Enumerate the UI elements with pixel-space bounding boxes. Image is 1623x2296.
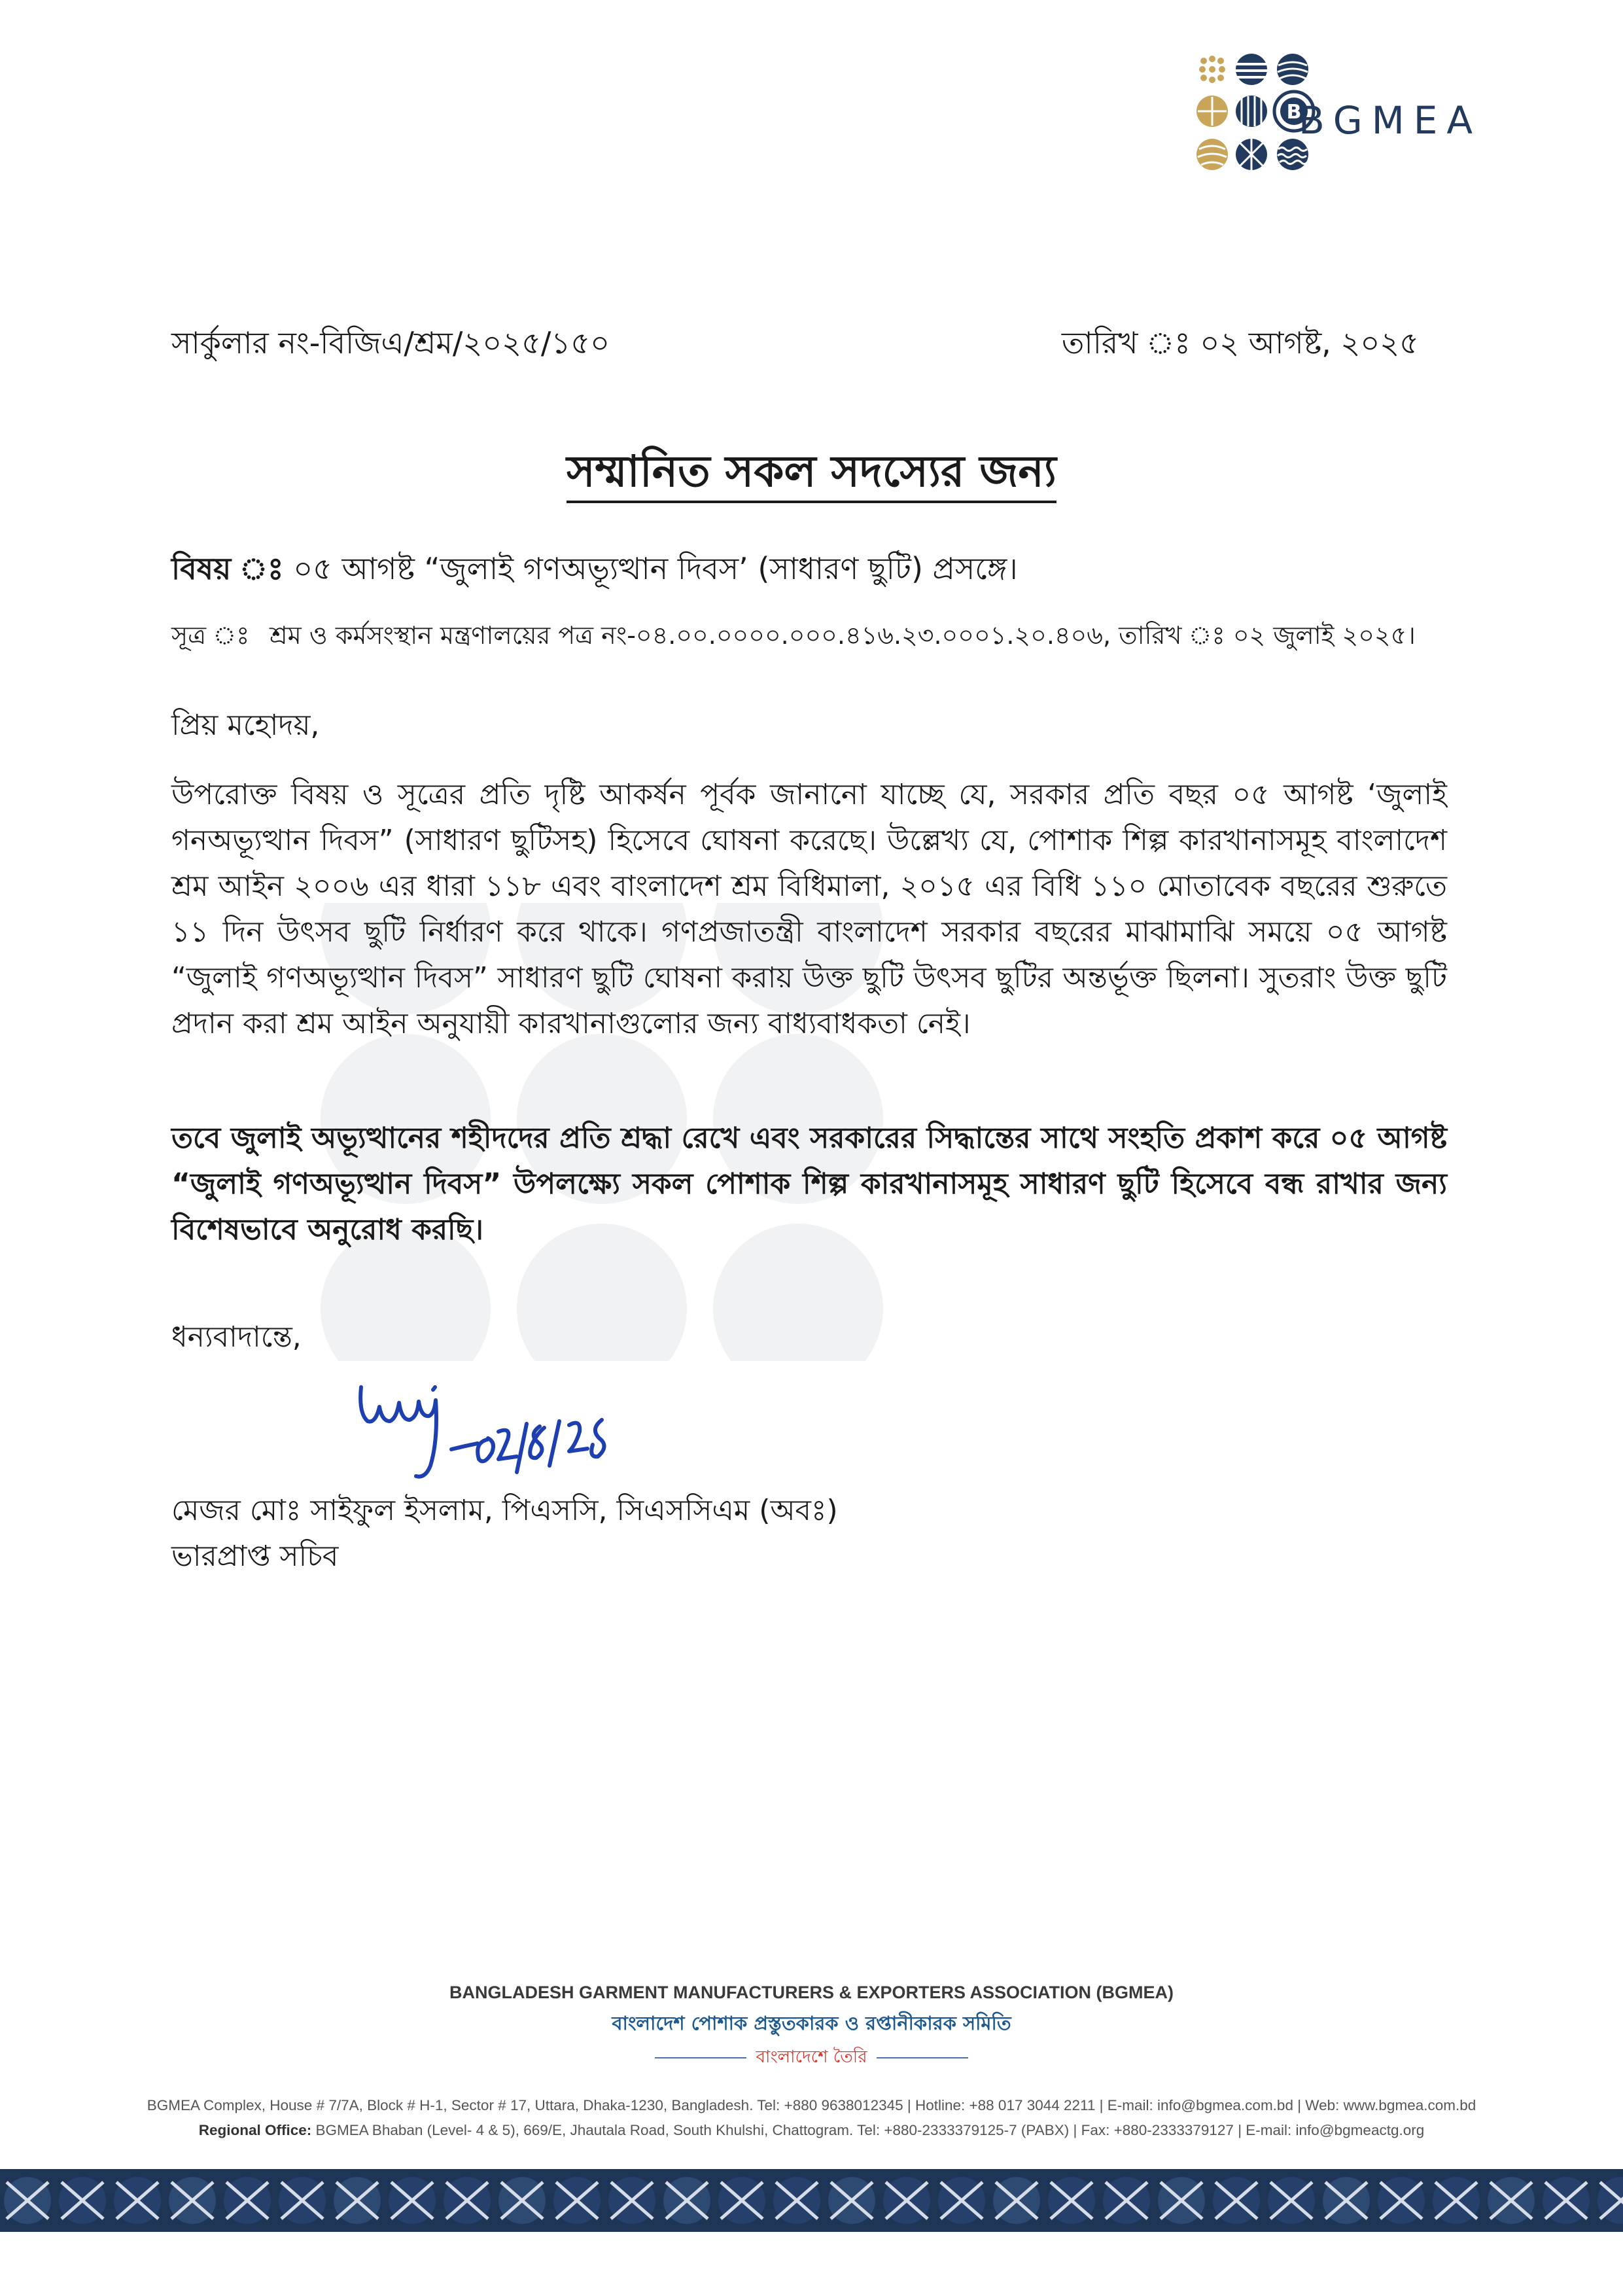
reference-label: সূত্র ঃ [171, 621, 250, 650]
circular-number: সার্কুলার নং-বিজিএ/শ্রম/২০২৫/১৫০ [171, 325, 610, 361]
regional-office-text: BGMEA Bhaban (Level- 4 & 5), 669/E, Jhautala Road, South Khulshi, Chattogram. Tel: +880-2333379125-7 (PABX) | Fax: +880-2333379127 | E-mail: info@bgmeactg.org [311, 2122, 1425, 2138]
footer-org-name-en: BANGLADESH GARMENT MANUFACTURERS & EXPORTERS ASSOCIATION (BGMEA) [449, 1983, 1174, 2002]
subject-label: বিষয় ঃ [171, 551, 284, 586]
signer-title: ভারপ্রাপ্ত সচিব [171, 1540, 339, 1573]
handwritten-signature [353, 1361, 654, 1492]
reference-line [171, 616, 1473, 658]
reference-text: শ্রম ও কর্মসংস্থান মন্ত্রণালয়ের পত্র নং-০৪.০০.০০০০.০০০.৪১৬.২৩.০০০১.২০.৪০৬, তারিখ ঃ ০২ জুলাই ২০২৫। [270, 621, 1416, 650]
addressee-text: সম্মানিত সকল সদস্যের জন্য [567, 446, 1056, 503]
footer-pattern-band [0, 2169, 1623, 2232]
logo-wordmark: BGMEA [1299, 98, 1482, 143]
salutation: প্রিয় মহোদয়, [171, 709, 320, 742]
footer-tagline-row [0, 2043, 1623, 2072]
subject-text: ০৫ আগষ্ট “জুলাই গণঅভ্যূত্থান দিবস’ (সাধারণ ছুটি) প্রসঙ্গে। [293, 551, 1018, 586]
addressee-heading [0, 438, 1623, 510]
footer-org-name-bn: বাংলাদেশ পোশাক প্রস্তুতকারক ও রপ্তানীকারক সমিতি [612, 2012, 1011, 2034]
body-paragraph-1: উপরোক্ত বিষয় ও সূত্রের প্রতি দৃষ্টি আকর্ষন পূর্বক জানানো যাচ্ছে যে, সরকার প্রতি বছর ০৫ আগষ্ট ‘জুলাই গনঅভ্যূত্থান দিবস” (সাধারণ ছুটিসহ) হিসেবে ঘোষনা করেছে। উল্লেখ্য যে, পোশাক শিল্প কারখানাসমূহ বাংলাদেশ শ্রম আইন ২০০৬ এর ধারা ১১৮ এবং বাংলাদেশ শ্রম বিধিমালা, ২০১৫ এর বিধি ১১০ মোতাবেক বছরের শুরুতে ১১ দিন উৎসব ছুটি নির্ধারণ করে থাকে। গণপ্রজাতন্ত্রী বাংলাদেশ সরকার বছরের মাঝামাঝি সময়ে ০৫ আগষ্ট “জুলাই গণঅভ্যূত্থান দিবস” সাধারণ ছুটি ঘোষনা করায় উক্ত ছুটি উৎসব ছুটির অন্তর্ভূক্ত ছিলনা। সুতরাং উক্ত ছুটি প্রদান করা শ্রম আইন অনুযায়ী কারখানাগুলোর জন্য বাধ্যবাধকতা নেই। [171, 778, 1447, 1040]
footer-rule-left [655, 2057, 746, 2058]
logo-globe-grid [1196, 54, 1314, 170]
footer-contact-regional-office [39, 2122, 1584, 2139]
svg-text:B: B [1286, 101, 1302, 124]
circular-date: তারিখ ঃ ০২ আগষ্ট, ২০২৫ [1061, 325, 1419, 361]
footer-rule-right [877, 2057, 968, 2058]
footer-tagline: বাংলাদেশে তৈরি [756, 2047, 867, 2067]
body-paragraph-2: তবে জুলাই অভ্যূত্থানের শহীদদের প্রতি শ্রদ্ধা রেখে এবং সরকারের সিদ্ধান্তের সাথে সংহতি প্রকাশ করে ০৫ আগষ্ট “জুলাই গণঅভ্যূত্থান দিবস” উপলক্ষ্যে সকল পোশাক শিল্প কারখানাসমূহ সাধারণ ছুটি হিসেবে বন্ধ রাখার জন্য বিশেষভাবে অনুরোধ করছি। [171, 1122, 1447, 1246]
closing: ধন্যবাদান্তে, [171, 1320, 302, 1354]
regional-office-label: Regional Office: [198, 2122, 312, 2138]
footer-contact-head-office: BGMEA Complex, House # 7/7A, Block # H-1, Sector # 17, Uttara, Dhaka-1230, Bangladesh. Tel: +880 9638012345 | Hotline: +88 017 3044 2211 | E-mail: info@bgmea.com.bd | Web: www.bgmea.com.bd [147, 2097, 1476, 2113]
subject-line [171, 546, 1018, 596]
signer-name: মেজর মোঃ সাইফুল ইসলাম, পিএসসি, সিএসসিএম (অবঃ) [171, 1494, 838, 1527]
